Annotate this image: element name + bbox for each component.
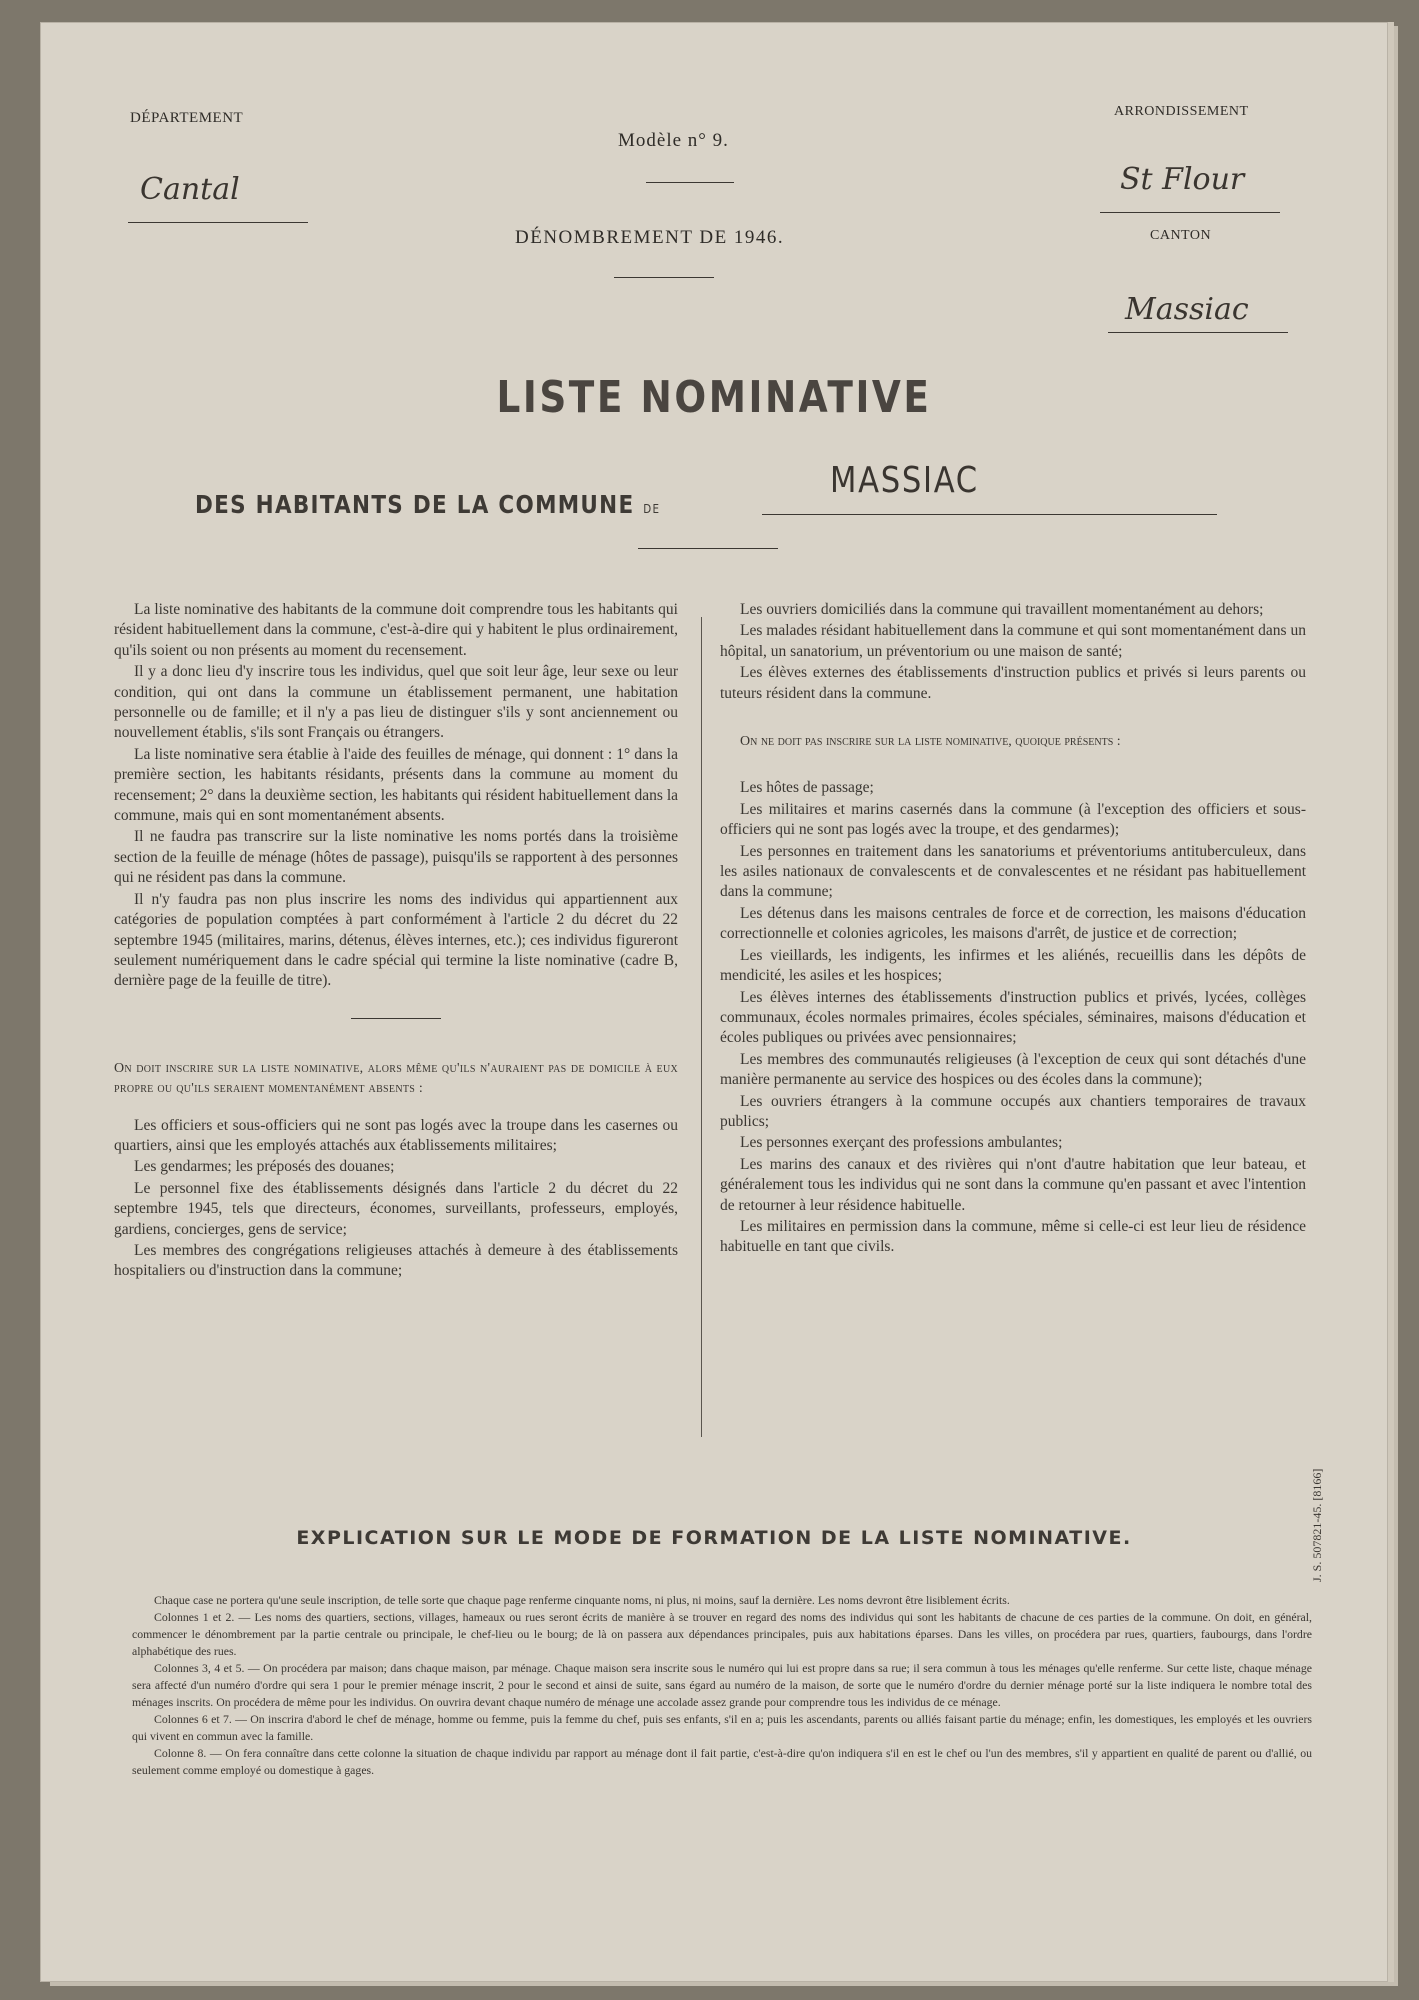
left-heading: On doit inscrire sur la liste nominative, alors même qu'ils n'auraient pas de domicile à eux propre ou qu'ils seraient momentanément absents : bbox=[114, 1060, 678, 1097]
left-list-item: Les officiers et sous-officiers qui ne sont pas logés avec la troupe dans les casernes ou quartiers, ainsi que les employés attachés aux établissements militaires; bbox=[114, 1116, 678, 1154]
subtitle-prefix: DES HABITANTS DE LA COMMUNE bbox=[195, 490, 635, 519]
departement-value: Cantal bbox=[140, 172, 240, 207]
explication-title: EXPLICATION SUR LE MODE DE FORMATION DE LA LISTE NOMINATIVE. bbox=[296, 1527, 1132, 1549]
explication-paragraph: Colonnes 6 et 7. — On inscrira d'abord le chef de ménage, homme ou femme, puis la femme du chef, puis ses enfants, s'il en a; puis les ascendants, parents ou alliés faisant partie du ménage; enfin, les domestiques, les employés et les ouvriers qui vivent en commun avec la famille. bbox=[132, 1712, 1312, 1743]
left-column bbox=[114, 600, 678, 1283]
right-list-item: Les détenus dans les maisons centrales de force et de correction, les maisons d'éducation correctionnelle et colonies agricoles, les maisons d'arrêt, de justice et de correction; bbox=[720, 904, 1306, 943]
left-list-item: Les membres des congrégations religieuses attachés à demeure à des établissements hospitaliers ou d'instruction dans la commune; bbox=[114, 1241, 678, 1280]
left-list-item: Le personnel fixe des établissements désignés dans l'article 2 du décret du 22 septembre 1945, tels que directeurs, économes, surveillants, professeurs, employés, gardiens, concierges, gens de service; bbox=[114, 1179, 678, 1238]
commune-value: MASSIAC bbox=[830, 460, 979, 501]
right-list-item: Les vieillards, les indigents, les infirmes et les aliénés, recueillis dans les dépôts de mendicité, les asiles et les hospices; bbox=[720, 946, 1306, 985]
arrondissement-label: ARRONDISSEMENT bbox=[1114, 104, 1249, 119]
explication-paragraph: Colonne 8. — On fera connaître dans cette colonne la situation de chaque individu par rapport au ménage dont il fait partie, c'est-à-dire qu'on indiquera s'il en est le chef ou l'un des membres, s'il y appartient en qualité de parent ou d'allié, ou seulement comme employé ou domestique à gages. bbox=[132, 1746, 1312, 1777]
departement-label: DÉPARTEMENT bbox=[130, 110, 244, 126]
left-divider bbox=[351, 1018, 441, 1019]
left-paragraph: Il y a donc lieu d'y inscrire tous les individus, quel que soit leur âge, leur sexe ou leur condition, qui ont dans la commune un établissement permanent, une habitation personnelle ou de famille; et il n'y a pas lieu de distinguer s'ils y sont anciennement ou nouvellement établis, s'ils sont Français ou étrangers. bbox=[114, 663, 678, 742]
column-divider bbox=[701, 617, 702, 1437]
right-list-item: Les hôtes de passage; bbox=[740, 779, 874, 797]
right-list-item: Les marins des canaux et des rivières qui n'ont d'autre habitation que leur bateau, et généralement tous les individus qui ne sont dans la commune qu'en passant et avec l'intention de retourner à leur résidence habituelle. bbox=[720, 1155, 1306, 1214]
right-heading: On ne doit pas inscrire sur la liste nominative, quoique présents : bbox=[740, 734, 1121, 750]
left-paragraph: La liste nominative des habitants de la commune doit comprendre tous les habitants qui résident habituellement dans la commune, c'est-à-dire qui y habitent le plus ordinairement, qu'ils soient ou non présents au moment du recensement. bbox=[114, 601, 678, 659]
printer-reference: J. S. 507821-45. [8166] bbox=[1310, 1468, 1324, 1582]
arrondissement-value: St Flour bbox=[1120, 162, 1245, 197]
canton-value: Massiac bbox=[1125, 292, 1249, 327]
left-paragraph: La liste nominative sera établie à l'aide des feuilles de ménage, qui donnent : 1° dans la première section, les habitants résidants, présents dans la commune au moment du recensement; 2° dans la deuxième section, les habitants qui résident habituellement dans la commune, mais qui en sont momentanément absents. bbox=[114, 745, 678, 825]
denombrement-title: DÉNOMBREMENT DE 1946. bbox=[515, 227, 785, 248]
left-list-item: Les gendarmes; les préposés des douanes; bbox=[134, 1158, 395, 1176]
right-list-item: Les malades résidant habituellement dans la commune et qui sont momentanément dans un hôpital, un sanatorium, un préventorium ou une maison de santé; bbox=[720, 622, 1306, 660]
right-list-item: Les personnes exerçant des professions ambulantes; bbox=[740, 1134, 1063, 1152]
subtitle-de: de bbox=[643, 498, 661, 518]
left-paragraph: Il ne faudra pas transcrire sur la liste nominative les noms portés dans la troisième section de la feuille de ménage (hôtes de passage), puisqu'ils se rapportent à des personnes qui ne résident pas dans la commune. bbox=[114, 828, 678, 887]
explication-text bbox=[132, 1592, 1312, 1779]
right-list-item: Les élèves externes des établissements d'instruction publics et privés si leurs parents ou tuteurs résident dans la commune. bbox=[720, 664, 1306, 702]
left-paragraph: Il n'y faudra pas non plus inscrire les noms des individus qui appartiennent aux catégories de population comptées à part conformément à l'article 2 du décret du 22 septembre 1945 (militaires, marins, détenus, élèves internes, etc.); ces individus figureront seulement numériquement dans le cadre spécial qui termine la liste nominative (cadre B, dernière page de la feuille de titre). bbox=[114, 890, 678, 990]
right-list-item: Les ouvriers étrangers à la commune occupés aux chantiers temporaires de travaux publics; bbox=[720, 1092, 1306, 1130]
right-list-item: Les militaires et marins casernés dans la commune (à l'exception des officiers et sous-officiers qui ne sont pas logés avec la troupe, et des gendarmes); bbox=[720, 800, 1306, 839]
explication-paragraph: Colonnes 3, 4 et 5. — On procédera par maison; dans chaque maison, par ménage. Chaque maison sera inscrite sous le numéro qui lui est propre dans sa rue; il sera commun à tous les ménages qu'elle renferme. Sur cette liste, chaque ménage sera affecté d'un numéro d'ordre qui sera 1 pour le premier ménage inscrit, 2 pour le second et ainsi de suite, sans égard au numéro de la maison, de sorte que le numéro d'ordre du dernier ménage porté sur la liste indiquera le nombre total des ménages inscrits. On procédera de même pour les individus. On ouvrira devant chaque numéro de ménage une accolade assez grande pour comprendre tous les individus de ce ménage. bbox=[132, 1661, 1312, 1709]
right-list-item: Les élèves internes des établissements d'instruction publics et privés, lycées, collèges communaux, écoles normales primaires, écoles spéciales, séminaires, maisons d'éducation et écoles publiques ou privées avec pensionnaires; bbox=[720, 988, 1306, 1047]
modele-number: Modèle n° 9. bbox=[618, 130, 729, 151]
census-form-page bbox=[40, 22, 1388, 1982]
right-column bbox=[720, 600, 1306, 1259]
explication-paragraph: Colonnes 1 et 2. — Les noms des quartiers, sections, villages, hameaux ou rues seront écrits de manière à se trouver en regard des noms des individus qui sont les habitants de chacune de ces parties de la commune. On doit, en général, commencer le dénombrement par la partie centrale ou principale, le chef-lieu ou le bourg; de là on passera aux dépendances principales, puis aux habitations éparses. Dans les villes, on procédera par rues, quartiers, faubourgs, dans l'ordre alphabétique des rues. bbox=[132, 1610, 1312, 1658]
right-list-item: Les membres des communautés religieuses (à l'exception de ceux qui sont détachés d'une manière permanente au service des hospices ou des écoles dans la commune); bbox=[720, 1050, 1306, 1089]
page-title: LISTE NOMINATIVE bbox=[496, 372, 932, 423]
right-list-item: Les ouvriers domiciliés dans la commune qui travaillent momentanément au dehors; bbox=[740, 601, 1264, 618]
right-list-item: Les personnes en traitement dans les sanatoriums et préventoriums antituberculeux, dans les asiles nationaux de convalescents et de convalescentes et ne résidant pas habituellement dans la commune; bbox=[720, 842, 1306, 901]
explication-paragraph: Chaque case ne portera qu'une seule inscription, de telle sorte que chaque page renferme cinquante noms, ni plus, ni moins, sauf la dernière. Les noms devront être lisiblement écrits. bbox=[154, 1593, 1010, 1607]
right-list-item: Les militaires en permission dans la commune, même si celle-ci est leur lieu de résidence habituelle en tant que civils. bbox=[720, 1217, 1306, 1256]
canton-label: CANTON bbox=[1150, 228, 1212, 243]
subtitle bbox=[195, 490, 660, 519]
